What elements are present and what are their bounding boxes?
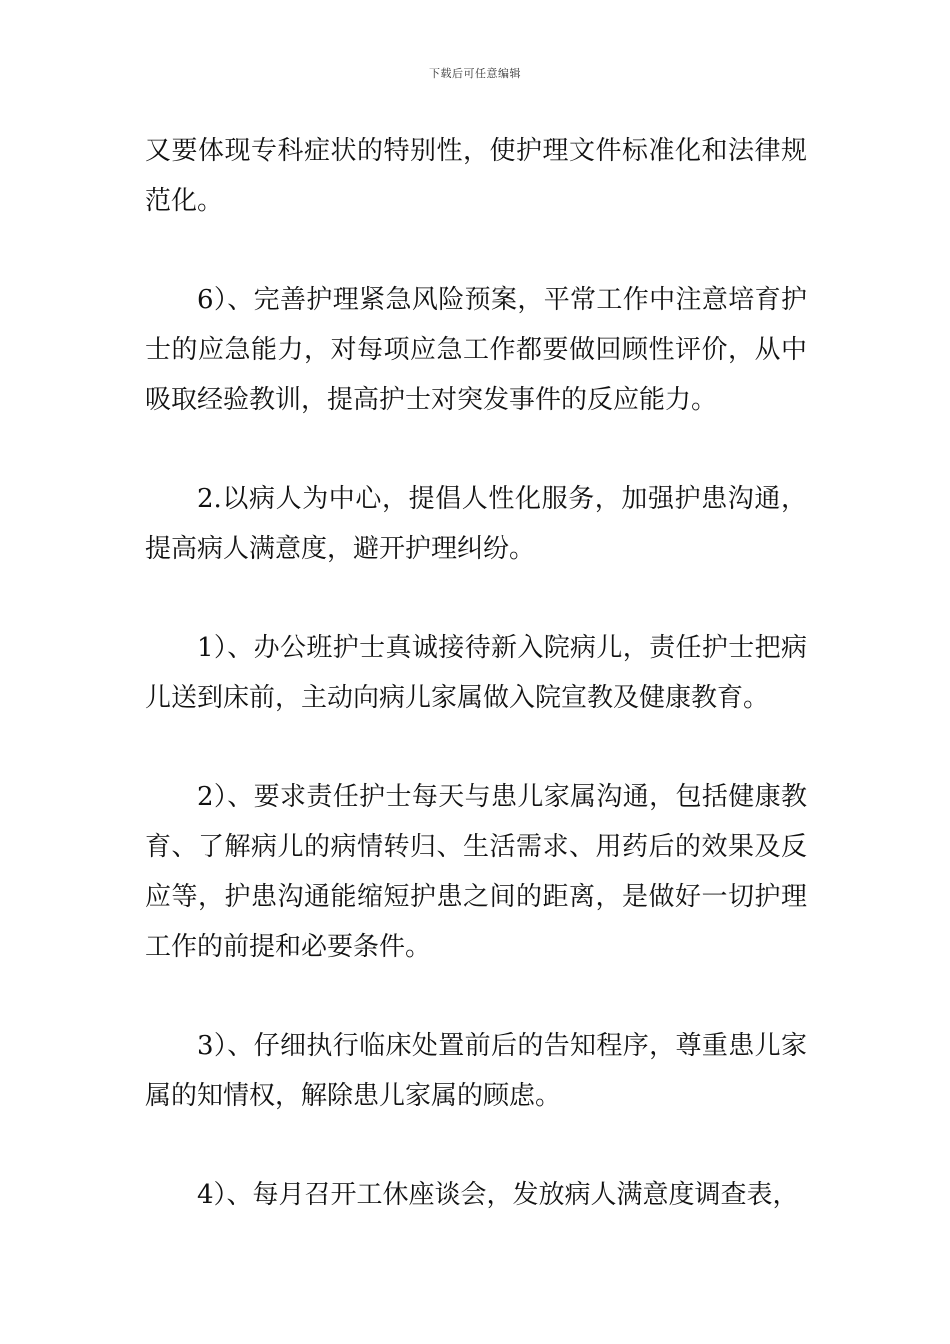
paragraph-item-6: 6）、完善护理紧急风险预案，平常工作中注意培育护士的应急能力，对每项应急工作都要做回顾性评价，从中吸取经验教训，提高护士对突发事件的反应能力。 [145, 285, 807, 415]
paragraph-item-3: 3）、仔细执行临床处置前后的告知程序，尊重患儿家属的知情权，解除患儿家属的顾虑。 [145, 1031, 807, 1111]
page-header-note: 下载后可任意编辑 [429, 67, 521, 80]
paragraph-item-2: 2）、要求责任护士每天与患儿家属沟通，包括健康教育、了解病儿的病情转归、生活需求、用药后的效果及反应等，护患沟通能缩短护患之间的距离，是做好一切护理工作的前提和必要条件。 [145, 782, 807, 962]
paragraph-item-4: 4）、每月召开工休座谈会，发放病人满意度调查表， [197, 1180, 799, 1210]
paragraph-continuation: 又要体现专科症状的特别性，使护理文件标准化和法律规范化。 [145, 136, 807, 216]
paragraph-item-1: 1）、办公班护士真诚接待新入院病儿，责任护士把病儿送到床前，主动向病儿家属做入院宣教及健康教育。 [145, 633, 807, 713]
document-body [145, 126, 807, 1269]
paragraph-section-2: 2.以病人为中心，提倡人性化服务，加强护患沟通，提高病人满意度，避开护理纠纷。 [145, 484, 807, 564]
